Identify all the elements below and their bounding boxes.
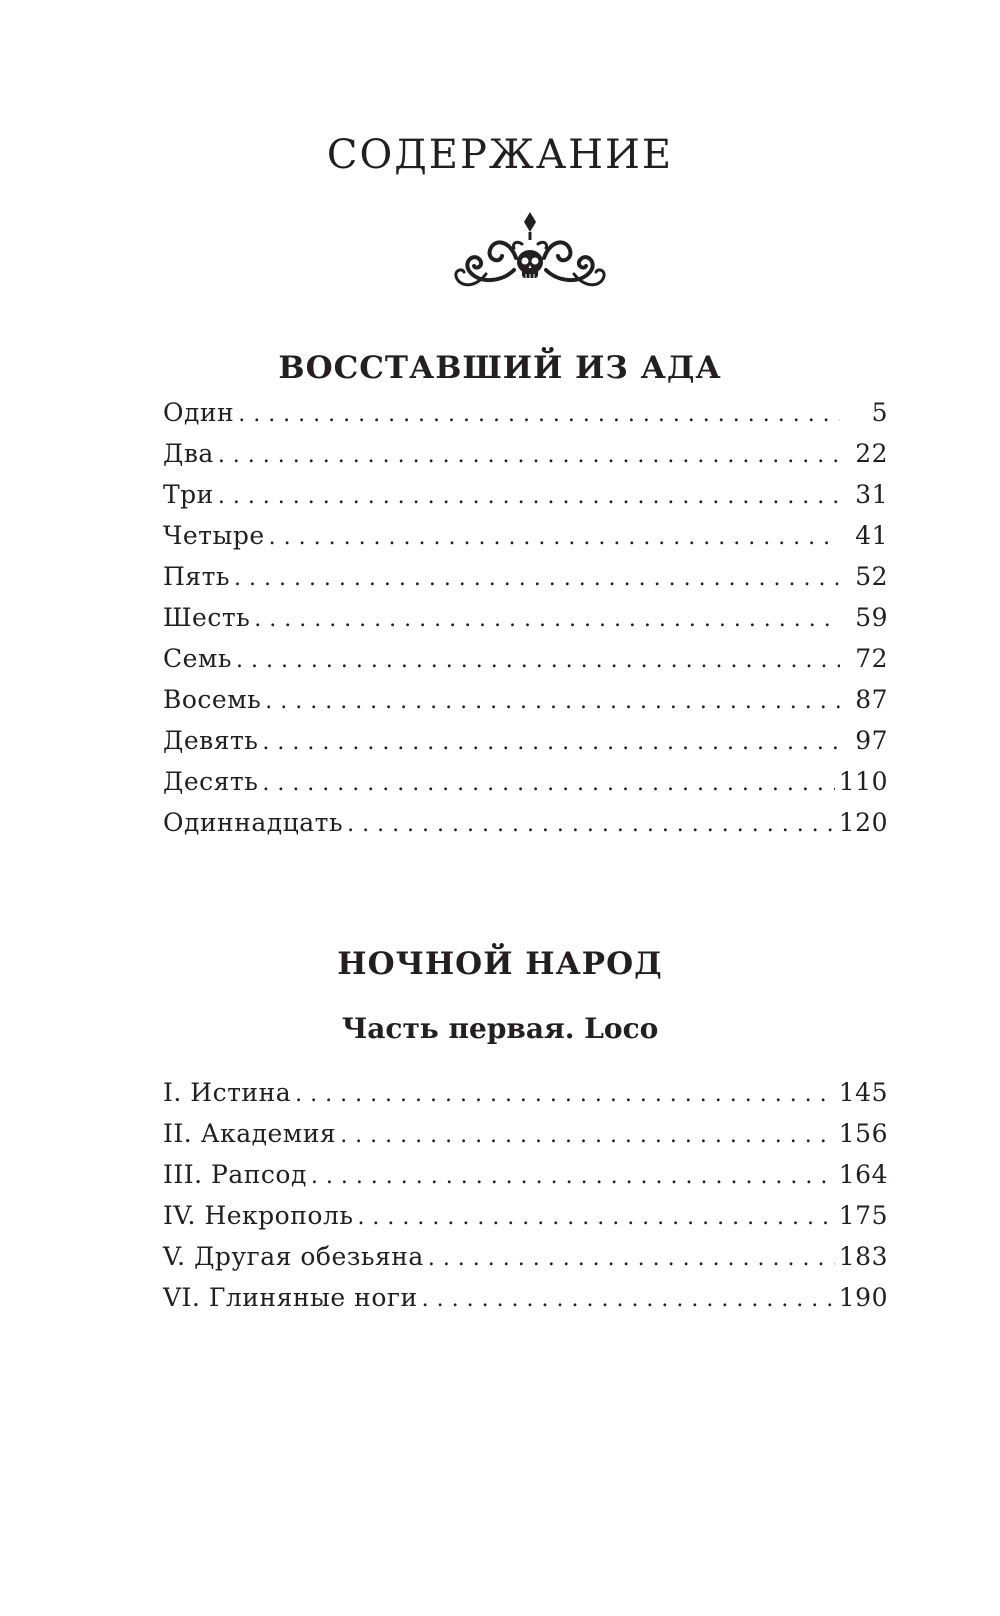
toc-list-section-1 xyxy=(163,392,888,843)
leader-dots xyxy=(238,394,840,435)
leader-dots xyxy=(218,435,840,476)
toc-entry-label: Пять xyxy=(163,562,231,591)
toc-entry-page: 59 xyxy=(855,603,888,632)
leader-dots xyxy=(340,1115,835,1156)
toc-entry[interactable] xyxy=(163,802,888,843)
toc-entry-label: Два xyxy=(163,439,214,468)
toc-entry[interactable] xyxy=(163,597,888,638)
section-title-vosstavshiy: ВОССТАВШИЙ ИЗ АДА xyxy=(278,350,722,386)
toc-entry-label: V. Другая обезьяна xyxy=(163,1242,424,1271)
toc-entry-page: 31 xyxy=(855,480,888,509)
toc-entry[interactable] xyxy=(163,556,888,597)
toc-entry-page: 110 xyxy=(838,767,888,796)
page-title: СОДЕРЖАНИЕ xyxy=(326,132,674,178)
toc-entry-label: Четыре xyxy=(163,521,265,550)
toc-entry-label: Девять xyxy=(163,726,259,755)
toc-entry-page: 164 xyxy=(838,1160,888,1189)
leader-dots xyxy=(218,476,840,517)
toc-entry[interactable] xyxy=(163,1154,888,1195)
toc-entry-page: 156 xyxy=(838,1119,888,1148)
skull-scroll-ornament-icon xyxy=(450,210,610,300)
toc-entry-page: 52 xyxy=(855,562,888,591)
toc-entry[interactable] xyxy=(163,638,888,679)
leader-dots xyxy=(311,1156,835,1197)
toc-entry-label: II. Академия xyxy=(163,1119,337,1148)
leader-dots xyxy=(265,681,840,722)
leader-dots xyxy=(254,599,840,640)
leader-dots xyxy=(295,1074,835,1115)
toc-entry-label: Семь xyxy=(163,644,232,673)
leader-dots xyxy=(357,1197,834,1238)
toc-entry[interactable] xyxy=(163,1236,888,1277)
toc-entry-page: 175 xyxy=(838,1201,888,1230)
toc-entry-page: 22 xyxy=(855,439,888,468)
toc-entry[interactable] xyxy=(163,720,888,761)
toc-entry[interactable] xyxy=(163,679,888,720)
toc-entry-page: 183 xyxy=(838,1242,888,1271)
toc-entry-page: 97 xyxy=(855,726,888,755)
part-title: Часть первая. Loco xyxy=(341,1012,659,1045)
toc-entry[interactable] xyxy=(163,392,888,433)
leader-dots xyxy=(262,722,840,763)
toc-entry[interactable] xyxy=(163,433,888,474)
toc-entry-label: III. Рапсод xyxy=(163,1160,307,1189)
toc-entry[interactable] xyxy=(163,474,888,515)
leader-dots xyxy=(234,558,840,599)
toc-entry-page: 145 xyxy=(838,1078,888,1107)
toc-entry-label: Шесть xyxy=(163,603,251,632)
leader-dots xyxy=(347,804,835,845)
toc-entry[interactable] xyxy=(163,1072,888,1113)
toc-entry-page: 120 xyxy=(838,808,888,837)
toc-entry[interactable] xyxy=(163,1113,888,1154)
toc-entry-page: 87 xyxy=(855,685,888,714)
toc-entry-page: 190 xyxy=(838,1283,888,1312)
toc-entry-label: Одиннадцать xyxy=(163,808,344,837)
toc-entry[interactable] xyxy=(163,1195,888,1236)
toc-entry-page: 41 xyxy=(855,521,888,550)
toc-entry-label: Три xyxy=(163,480,214,509)
toc-entry-label: VI. Глиняные ноги xyxy=(163,1283,418,1312)
toc-entry-page: 72 xyxy=(855,644,888,673)
leader-dots xyxy=(262,763,834,804)
leader-dots xyxy=(422,1279,835,1320)
toc-entry-label: Один xyxy=(163,398,235,427)
leader-dots xyxy=(428,1238,835,1279)
toc-entry[interactable] xyxy=(163,1277,888,1318)
leader-dots xyxy=(269,517,840,558)
toc-entry-label: IV. Некрополь xyxy=(163,1201,354,1230)
toc-entry-label: Восемь xyxy=(163,685,262,714)
section-title-nochnoy-narod: НОЧНОЙ НАРОД xyxy=(337,946,663,982)
toc-entry-label: I. Истина xyxy=(163,1078,292,1107)
toc-entry-page: 5 xyxy=(871,398,888,427)
toc-entry[interactable] xyxy=(163,515,888,556)
toc-list-section-2 xyxy=(163,1072,888,1318)
toc-entry[interactable] xyxy=(163,761,888,802)
toc-entry-label: Десять xyxy=(163,767,259,796)
leader-dots xyxy=(236,640,840,681)
